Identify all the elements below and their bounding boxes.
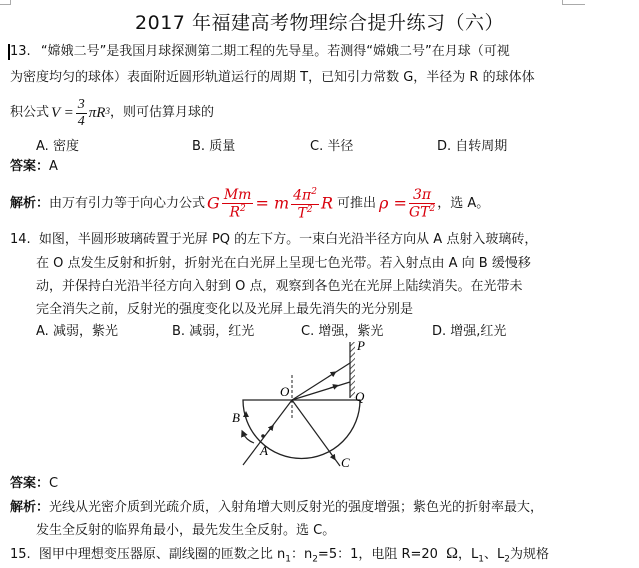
q14-analysis-line1: 解析：光线从光密介质到光疏介质，入射角增大则反射光的强度增强；紫色光的折射率最大， bbox=[10, 500, 544, 515]
ohm-symbol: Ω bbox=[446, 545, 458, 562]
analysis-label: 解析 bbox=[10, 196, 37, 211]
answer-label: 答案 bbox=[10, 159, 37, 174]
q13-answer: 答案：A bbox=[10, 159, 58, 174]
gravity-formula: G $\frac{Mm}{R^2}$ = m $\frac{4\pi^2}{T^2}$ R bbox=[207, 186, 334, 222]
q13-line3-prefix: 积公式 bbox=[10, 105, 50, 120]
label-c: C bbox=[341, 455, 350, 470]
q13-option-a: A. 密度 bbox=[36, 139, 79, 154]
analysis-label: 解析 bbox=[10, 500, 37, 515]
q14-option-d: D. 增强,红光 bbox=[432, 324, 507, 339]
q14-line2: 在 O 点发生反射和折射，折射光在白光屏上呈现七色光带。若入射点由 A 向 B 缓慢移 bbox=[36, 256, 531, 271]
q13-line3-suffix: ，则可估算月球的 bbox=[109, 105, 214, 120]
q13-option-c: C. 半径 bbox=[310, 139, 354, 154]
q14-option-a: A. 减弱，紫光 bbox=[36, 324, 118, 339]
q13-text-line1: “嫦娥二号”是我国月球探测第二期工程的先导星。若测得“嫦娥二号”在月球（可视 bbox=[40, 44, 510, 59]
document-title: 2017 年福建高考物理综合提升练习（六） bbox=[135, 12, 504, 34]
q14-analysis-line2: 发生全反射的临界角最小，最先发生全反射。选 C。 bbox=[36, 523, 336, 538]
analysis-prefix: 由万有引力等于向心力公式 bbox=[49, 196, 206, 211]
answer-value: C bbox=[49, 476, 59, 491]
label-b: B bbox=[232, 410, 240, 425]
q13-number: 13. bbox=[10, 44, 31, 59]
answer-label: 答案 bbox=[10, 476, 37, 491]
volume-formula-lhs: V = bbox=[51, 105, 74, 121]
q14-option-c: C. 增强，紫光 bbox=[301, 324, 384, 339]
volume-formula-exponent: 3 bbox=[105, 106, 110, 116]
volume-fraction-denominator: 4 bbox=[77, 113, 85, 129]
label-q: Q bbox=[355, 389, 365, 404]
q14-answer: 答案：C bbox=[10, 476, 59, 491]
label-p: P bbox=[357, 338, 365, 353]
q14-line1: 14. 如图，半圆形玻璃砖置于光屏 PQ 的左下方。一束白光沿半径方向从 A 点射入玻璃砖， bbox=[10, 232, 538, 247]
volume-formula-rhs: πR bbox=[88, 105, 106, 121]
q14-option-b: B. 减弱，红光 bbox=[172, 324, 255, 339]
q13-analysis: 解析 ： 由万有引力等于向心力公式 G $\frac{Mm}{R^2}$ = m $\frac{4\pi^2}{T^2}$ R 可推出 ρ = $\frac{3\pi}{GT^2}$ ，选 A。 bbox=[10, 186, 490, 222]
volume-fraction-numerator: 3 bbox=[77, 96, 85, 112]
analysis-mid: 可推出 bbox=[337, 196, 377, 211]
point-a bbox=[261, 434, 265, 438]
q14-number: 14. bbox=[10, 232, 31, 247]
movement-arrow-icon bbox=[243, 433, 254, 443]
label-a: A bbox=[260, 443, 268, 458]
answer-value: A bbox=[49, 159, 58, 174]
analysis-suffix: ，选 A。 bbox=[437, 196, 490, 211]
density-formula: ρ = $\frac{3\pi}{GT^2}$ bbox=[379, 187, 436, 221]
q13-option-d: D. 自转周期 bbox=[437, 139, 508, 154]
q13-text-line2: 为密度均匀的球体）表面附近圆形轨道运行的周期 T，已知引力常数 G，半径为 R 的球体体 bbox=[10, 70, 535, 85]
q15-number: 15. bbox=[10, 547, 31, 562]
q14-line4: 完全消失之前，反射光的强度变化以及光屏上最先消失的光分别是 bbox=[36, 302, 414, 317]
label-o: O bbox=[280, 384, 290, 399]
q13-option-b: B. 质量 bbox=[192, 139, 236, 154]
q14-line3: 动，并保持白光沿半径方向入射到 O 点，观察到各色光在光屏上陆续消失。在光带未 bbox=[36, 279, 523, 294]
q15-line1: 15. 图甲中理想变压器原、副线圈的匝数之比 $n_1$：$n_2=5$：1，电阻 R=20 Ω，$L_1$、$L_2$为规格 bbox=[10, 545, 549, 565]
